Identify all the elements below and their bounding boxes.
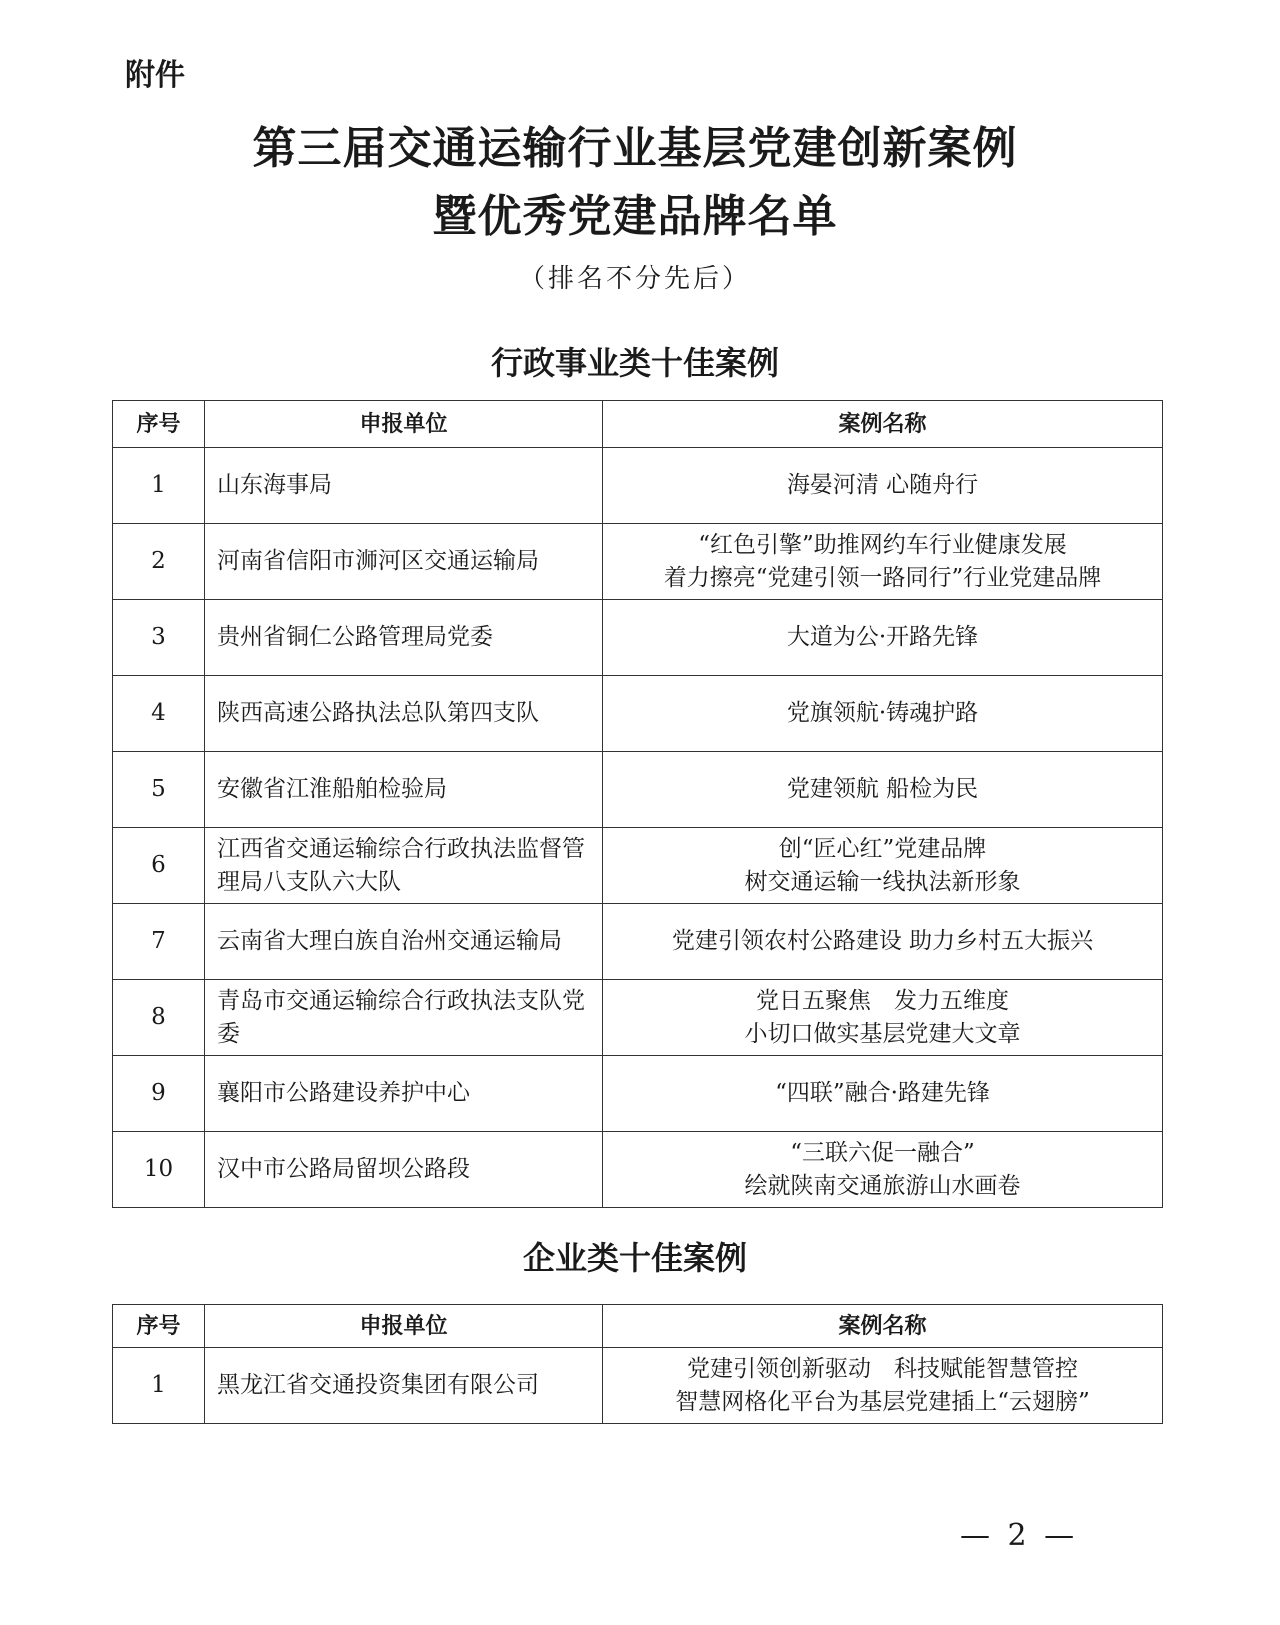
row-number: 9 [113, 1056, 205, 1132]
case-line: 创“匠心红”党建品牌 [778, 835, 987, 862]
row-unit: 黑龙江省交通投资集团有限公司 [205, 1348, 603, 1424]
row-case-name [603, 980, 1163, 1056]
attachment-label: 附件 [125, 58, 185, 93]
case-line: 大道为公·开路先锋 [786, 624, 979, 650]
row-case-name [603, 448, 1163, 524]
row-number: 4 [113, 676, 205, 752]
table-row [113, 676, 1163, 752]
section-title-enterprise: 企业类十佳案例 [522, 1239, 747, 1277]
row-case-name [603, 1056, 1163, 1132]
header-case-name: 案例名称 [603, 1305, 1163, 1348]
table-row [113, 904, 1163, 980]
row-case-name [603, 752, 1163, 828]
row-number: 8 [113, 980, 205, 1056]
row-unit: 安徽省江淮船舶检验局 [205, 752, 603, 828]
document-subtitle: （排名不分先后） [518, 264, 751, 294]
case-line: “三联六促一融合” [790, 1139, 975, 1166]
row-unit: 江西省交通运输综合行政执法监督管理局八支队六大队 [205, 828, 603, 904]
row-unit: 云南省大理白族自治州交通运输局 [205, 904, 603, 980]
row-case-name [603, 600, 1163, 676]
row-case-name [603, 904, 1163, 980]
case-line: 党日五聚焦 发力五维度 [756, 987, 1009, 1014]
administrative-cases-table [112, 400, 1163, 1208]
header-unit: 申报单位 [205, 401, 603, 448]
case-line: 着力擦亮“党建引领一路同行”行业党建品牌 [663, 564, 1102, 591]
row-case-name [603, 1348, 1163, 1424]
case-line: 海晏河清 心随舟行 [786, 472, 979, 498]
row-unit: 贵州省铜仁公路管理局党委 [205, 600, 603, 676]
section-title-administrative: 行政事业类十佳案例 [490, 344, 779, 382]
table-row [113, 448, 1163, 524]
case-line: 树交通运输一线执法新形象 [744, 868, 1021, 895]
row-number: 6 [113, 828, 205, 904]
row-unit: 河南省信阳市浉河区交通运输局 [205, 524, 603, 600]
page-number: — 2 — [960, 1518, 1079, 1553]
table-row [113, 980, 1163, 1056]
row-unit: 襄阳市公路建设养护中心 [205, 1056, 603, 1132]
case-line: 党建领航 船检为民 [786, 776, 979, 802]
case-line: 党建引领农村公路建设 助力乡村五大振兴 [671, 928, 1094, 954]
case-line: 智慧网格化平台为基层党建插上“云翅膀” [675, 1388, 1090, 1415]
case-line: “红色引擎”助推网约车行业健康发展 [698, 531, 1067, 558]
case-line: 小切口做实基层党建大文章 [744, 1020, 1021, 1047]
row-number: 1 [113, 448, 205, 524]
header-number: 序号 [113, 401, 205, 448]
row-number: 2 [113, 524, 205, 600]
row-unit: 青岛市交通运输综合行政执法支队党委 [205, 980, 603, 1056]
row-unit: 山东海事局 [205, 448, 603, 524]
case-line: 绘就陕南交通旅游山水画卷 [744, 1172, 1021, 1199]
enterprise-cases-table [112, 1304, 1163, 1424]
row-case-name [603, 676, 1163, 752]
row-case-name [603, 524, 1163, 600]
row-number: 5 [113, 752, 205, 828]
table-row [113, 600, 1163, 676]
table-row [113, 752, 1163, 828]
row-number: 1 [113, 1348, 205, 1424]
document-title-line-2: 暨优秀党建品牌名单 [432, 191, 838, 242]
case-line: 党旗领航·铸魂护路 [786, 700, 979, 726]
document-title-line-1: 第三届交通运输行业基层党建创新案例 [252, 123, 1018, 174]
row-number: 3 [113, 600, 205, 676]
header-number: 序号 [113, 1305, 205, 1348]
row-number: 10 [113, 1132, 205, 1208]
row-case-name [603, 828, 1163, 904]
table-row [113, 1348, 1163, 1424]
row-unit: 汉中市公路局留坝公路段 [205, 1132, 603, 1208]
case-line: 党建引领创新驱动 科技赋能智慧管控 [687, 1355, 1078, 1382]
header-case-name: 案例名称 [603, 401, 1163, 448]
case-line: “四联”融合·路建先锋 [775, 1080, 990, 1106]
table-row [113, 828, 1163, 904]
row-number: 7 [113, 904, 205, 980]
table-row [113, 1132, 1163, 1208]
table-row [113, 1056, 1163, 1132]
table-header-row [113, 401, 1163, 448]
row-case-name [603, 1132, 1163, 1208]
header-unit: 申报单位 [205, 1305, 603, 1348]
table-header-row [113, 1305, 1163, 1348]
table-row [113, 524, 1163, 600]
row-unit: 陕西高速公路执法总队第四支队 [205, 676, 603, 752]
